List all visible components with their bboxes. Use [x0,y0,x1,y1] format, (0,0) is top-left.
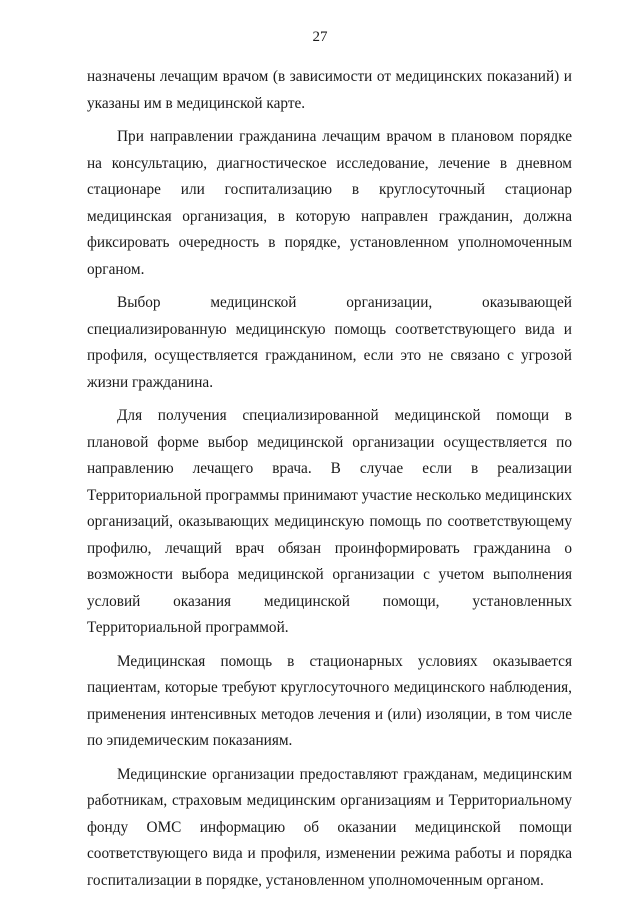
document-body [87,64,572,901]
paragraph-2: При направлении гражданина лечащим врачом в плановом порядке на консультацию, диагностическое исследование, лечение в дневном стационаре или госпитализацию в круглосуточный стационар медицинская организация, в которую направлен гражданин, должна фиксировать очередность в порядке, установленном уполномоченным органом. [87,128,572,278]
paragraph-6: Медицинские организации предоставляют гражданам, медицинским работникам, страховым медицинским организациям и Территориальному фонду ОМС информацию об оказании медицинской помощи соответствующего вида и профиля, изменении режима работы и порядка госпитализации в порядке, установленном уполномоченным органом. [87,765,572,889]
paragraph-3: Выбор медицинской организации, оказывающей специализированную медицинскую помощь соответствующего вида и профиля, осуществляется гражданином, если это не связано с угрозой жизни гражданина. [87,294,572,391]
paragraph-4: Для получения специализированной медицинской помощи в плановой форме выбор медицинской организации осуществляется по направлению лечащего врача. В случае если в реализации Территориальной программы принимают участие несколько медицинских организаций, оказывающих медицинскую помощь по соответствующему профилю, лечащий врач обязан проинформировать гражданина о возможности выбора медицинской организации с учетом выполнения условий оказания медицинской помощи, установленных Территориальной программой. [87,407,572,636]
page-number: 27 [312,29,328,45]
paragraph-1: назначены лечащим врачом (в зависимости от медицинских показаний) и указаны им в медицинской карте. [87,68,572,112]
paragraph-5: Медицинская помощь в стационарных условиях оказывается пациентам, которые требуют круглосуточного медицинского наблюдения, применения интенсивных методов лечения и (или) изоляции, в том числе по эпидемическим показаниям. [87,652,572,749]
